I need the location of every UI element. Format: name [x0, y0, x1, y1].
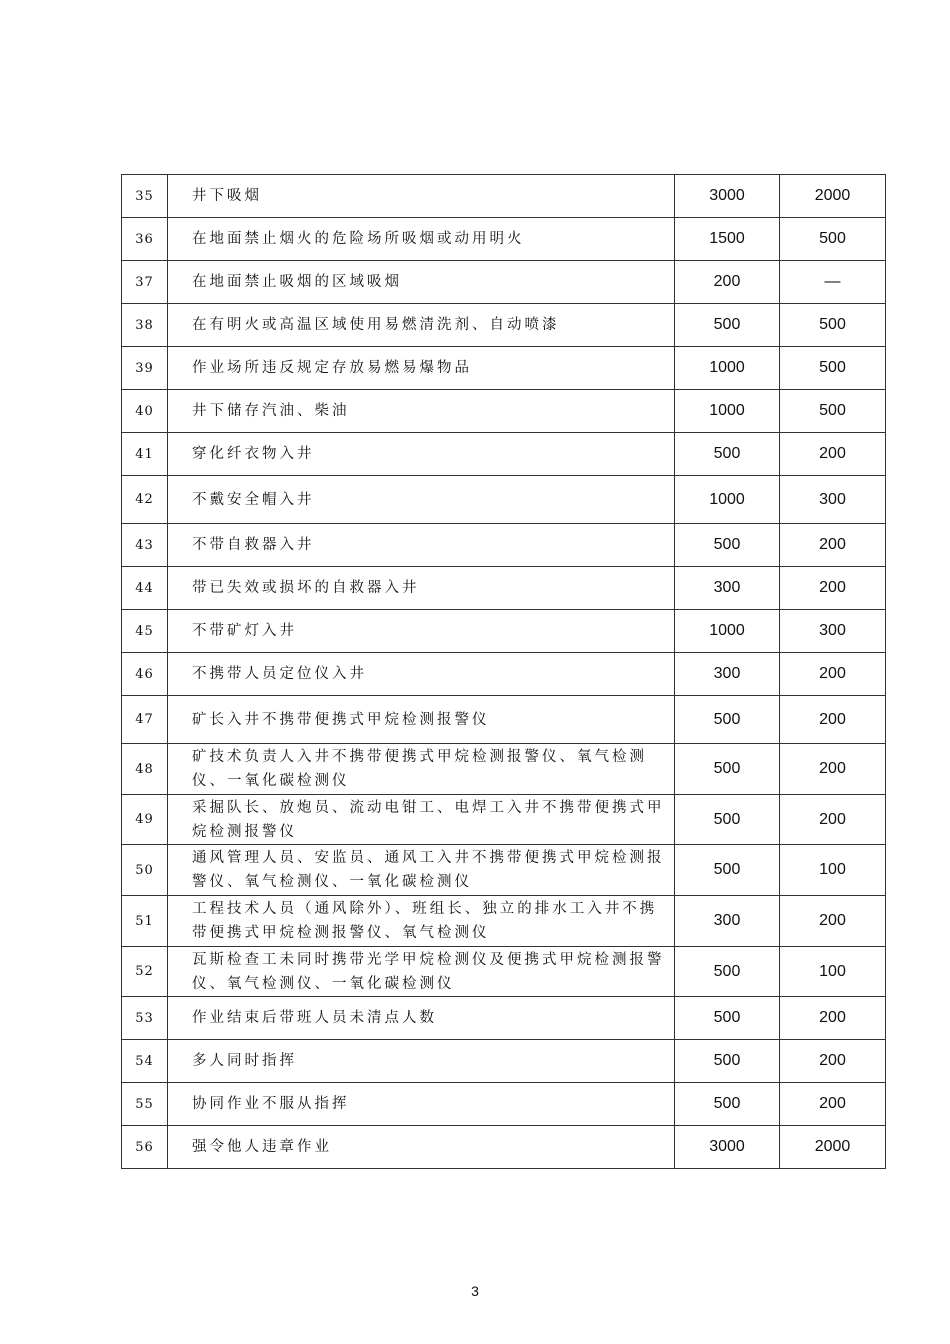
row-number: 36 [122, 218, 168, 261]
violation-item: 采掘队长、放炮员、流动电钳工、电焊工入井不携带便携式甲烷检测报警仪 [168, 795, 675, 845]
fine-amount-a: 500 [675, 1040, 780, 1083]
row-number: 56 [122, 1126, 168, 1169]
row-number: 46 [122, 653, 168, 696]
table-row [122, 947, 886, 997]
table-row [122, 744, 886, 795]
fine-amount-b: 2000 [780, 1126, 886, 1169]
table-row [122, 1083, 886, 1126]
fine-amount-b: 200 [780, 896, 886, 947]
fine-amount-a: 1500 [675, 218, 780, 261]
fine-amount-a: 1000 [675, 476, 780, 524]
page-number: 3 [471, 1283, 479, 1299]
fine-amount-b: 200 [780, 1040, 886, 1083]
row-number: 40 [122, 390, 168, 433]
fine-amount-b: 200 [780, 744, 886, 795]
table-row [122, 696, 886, 744]
row-number: 35 [122, 175, 168, 218]
fine-amount-a: 500 [675, 947, 780, 997]
table-row [122, 567, 886, 610]
row-number: 41 [122, 433, 168, 476]
fine-amount-a: 500 [675, 795, 780, 845]
table-row [122, 997, 886, 1040]
row-number: 44 [122, 567, 168, 610]
fine-amount-a: 500 [675, 696, 780, 744]
violation-item: 井下吸烟 [168, 175, 675, 218]
fine-amount-b: 200 [780, 524, 886, 567]
fine-amount-a: 3000 [675, 1126, 780, 1169]
violation-item: 通风管理人员、安监员、通风工入井不携带便携式甲烷检测报警仪、氧气检测仪、一氧化碳检测仪 [168, 845, 675, 896]
row-number: 47 [122, 696, 168, 744]
row-number: 54 [122, 1040, 168, 1083]
table-row [122, 845, 886, 896]
violation-item: 不携带人员定位仪入井 [168, 653, 675, 696]
fine-amount-b: 200 [780, 795, 886, 845]
violation-item: 在有明火或高温区域使用易燃清洗剂、自动喷漆 [168, 304, 675, 347]
fine-amount-b: — [780, 261, 886, 304]
fine-amount-b: 200 [780, 696, 886, 744]
fine-amount-b: 200 [780, 433, 886, 476]
table-row [122, 653, 886, 696]
violation-item: 穿化纤衣物入井 [168, 433, 675, 476]
fine-amount-a: 500 [675, 997, 780, 1040]
table-row [122, 524, 886, 567]
row-number: 49 [122, 795, 168, 845]
violation-item: 不戴安全帽入井 [168, 476, 675, 524]
fine-amount-b: 200 [780, 1083, 886, 1126]
violation-item: 矿长入井不携带便携式甲烷检测报警仪 [168, 696, 675, 744]
fine-amount-a: 3000 [675, 175, 780, 218]
fine-amount-a: 500 [675, 845, 780, 896]
table-row [122, 433, 886, 476]
table-row [122, 476, 886, 524]
row-number: 38 [122, 304, 168, 347]
fine-amount-a: 300 [675, 653, 780, 696]
fine-amount-a: 1000 [675, 610, 780, 653]
fine-amount-b: 300 [780, 476, 886, 524]
violation-item: 工程技术人员（通风除外）、班组长、独立的排水工入井不携带便携式甲烷检测报警仪、氧气检测仪 [168, 896, 675, 947]
table-row [122, 175, 886, 218]
violation-item: 作业结束后带班人员未清点人数 [168, 997, 675, 1040]
violation-item: 在地面禁止吸烟的区域吸烟 [168, 261, 675, 304]
violation-item: 协同作业不服从指挥 [168, 1083, 675, 1126]
table-row [122, 390, 886, 433]
fine-amount-b: 100 [780, 845, 886, 896]
row-number: 50 [122, 845, 168, 896]
row-number: 53 [122, 997, 168, 1040]
violation-item: 多人同时指挥 [168, 1040, 675, 1083]
violation-item: 带已失效或损坏的自救器入井 [168, 567, 675, 610]
violation-item: 井下储存汽油、柴油 [168, 390, 675, 433]
fine-amount-a: 300 [675, 896, 780, 947]
fines-table-body [122, 175, 886, 1169]
row-number: 55 [122, 1083, 168, 1126]
row-number: 42 [122, 476, 168, 524]
fine-amount-a: 500 [675, 433, 780, 476]
fine-amount-a: 300 [675, 567, 780, 610]
fine-amount-a: 200 [675, 261, 780, 304]
fine-amount-b: 300 [780, 610, 886, 653]
violation-item: 不带自救器入井 [168, 524, 675, 567]
violation-item: 强令他人违章作业 [168, 1126, 675, 1169]
fine-amount-a: 500 [675, 744, 780, 795]
table-row [122, 610, 886, 653]
table-row [122, 896, 886, 947]
fine-amount-b: 500 [780, 218, 886, 261]
table-row [122, 261, 886, 304]
fine-amount-a: 500 [675, 304, 780, 347]
row-number: 52 [122, 947, 168, 997]
fine-amount-b: 2000 [780, 175, 886, 218]
row-number: 43 [122, 524, 168, 567]
fine-amount-b: 500 [780, 347, 886, 390]
fine-amount-b: 100 [780, 947, 886, 997]
table-row [122, 795, 886, 845]
violation-item: 矿技术负责人入井不携带便携式甲烷检测报警仪、氧气检测仪、一氧化碳检测仪 [168, 744, 675, 795]
fine-amount-b: 200 [780, 997, 886, 1040]
table-row [122, 304, 886, 347]
table-row [122, 1126, 886, 1169]
violation-item: 在地面禁止烟火的危险场所吸烟或动用明火 [168, 218, 675, 261]
fine-amount-b: 200 [780, 653, 886, 696]
fine-amount-a: 1000 [675, 347, 780, 390]
violation-item: 不带矿灯入井 [168, 610, 675, 653]
row-number: 51 [122, 896, 168, 947]
violation-item: 瓦斯检查工未同时携带光学甲烷检测仪及便携式甲烷检测报警仪、氧气检测仪、一氧化碳检测仪 [168, 947, 675, 997]
fine-amount-a: 1000 [675, 390, 780, 433]
fine-amount-b: 500 [780, 304, 886, 347]
row-number: 45 [122, 610, 168, 653]
row-number: 37 [122, 261, 168, 304]
table-row [122, 347, 886, 390]
fine-amount-a: 500 [675, 1083, 780, 1126]
row-number: 39 [122, 347, 168, 390]
fine-amount-b: 200 [780, 567, 886, 610]
violation-item: 作业场所违反规定存放易燃易爆物品 [168, 347, 675, 390]
fine-amount-a: 500 [675, 524, 780, 567]
row-number: 48 [122, 744, 168, 795]
table-row [122, 218, 886, 261]
fine-amount-b: 500 [780, 390, 886, 433]
fines-table [121, 174, 886, 1169]
table-row [122, 1040, 886, 1083]
